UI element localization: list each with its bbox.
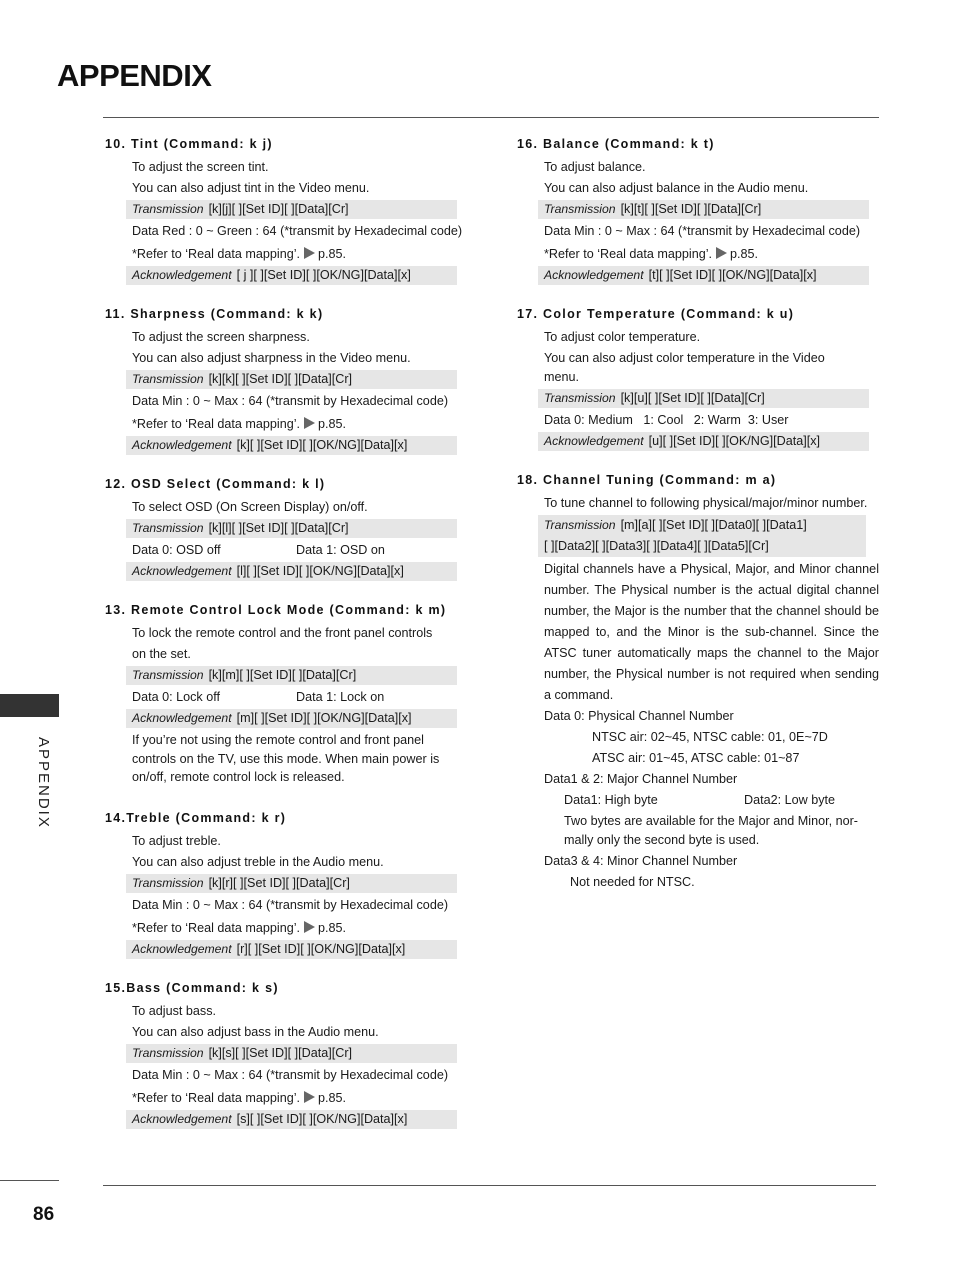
description-line: To adjust color temperature. [544, 330, 701, 344]
data1-high-byte: Data1: High byte [564, 793, 658, 807]
bottom-divider [103, 1185, 876, 1186]
acknowledgement-label: Acknowledgement [132, 711, 232, 725]
transmission-label: Transmission [132, 875, 204, 890]
acknowledgement-row [126, 266, 457, 285]
section-color-temperature [517, 307, 879, 451]
page-title: APPENDIX [57, 58, 212, 93]
transmission-row [126, 666, 457, 685]
transmission-label: Transmission [544, 391, 616, 405]
transmission-code-cont: [ ][Data2][ ][Data3][ ][Data4][ ][Data5][Cr] [544, 539, 769, 553]
arrow-right-icon [304, 921, 315, 933]
refer-line [544, 244, 879, 265]
transmission-row [126, 200, 457, 219]
acknowledgement-label: Acknowledgement [132, 438, 232, 452]
transmission-code: [k][m][ ][Set ID][ ][Data][Cr] [208, 668, 357, 682]
sidebar-label: APPENDIX [35, 737, 52, 829]
data-values [132, 540, 467, 561]
right-column [517, 137, 879, 915]
footer-divider-left [0, 1180, 59, 1181]
transmission-row [538, 515, 866, 557]
data-range: Data Min : 0 ~ Max : 64 (*transmit by Hexadecimal code) [132, 897, 449, 912]
acknowledgement-code: [l][ ][Set ID][ ][OK/NG][Data][x] [236, 564, 404, 578]
transmission-row [126, 874, 457, 893]
refer-line [132, 1088, 467, 1109]
section-heading: 17. Color Temperature (Command: k u) [517, 307, 795, 321]
description-paragraph [544, 348, 879, 388]
refer-text: *Refer to ‘Real data mapping’. [132, 1090, 301, 1105]
arrow-right-icon [716, 247, 727, 259]
refer-text: *Refer to ‘Real data mapping’. [544, 247, 713, 261]
section-heading: 18. Channel Tuning (Command: m a) [517, 473, 777, 487]
section-treble [105, 811, 467, 959]
section-channel-tuning [517, 473, 879, 893]
section-heading: 13. Remote Control Lock Mode (Command: k m) [105, 603, 447, 617]
acknowledgement-label: Acknowledgement [132, 1111, 232, 1126]
top-divider [103, 117, 879, 118]
acknowledgement-label: Acknowledgement [132, 564, 232, 578]
transmission-row [126, 1044, 457, 1063]
data-range: Data Min : 0 ~ Max : 64 (*transmit by Hexadecimal code) [132, 394, 449, 408]
acknowledgement-row [126, 709, 457, 728]
description-line: To adjust balance. [544, 160, 646, 174]
transmission-row [126, 519, 457, 538]
note-line: If you’re not using the remote control and front panel [132, 733, 424, 747]
transmission-row [126, 370, 457, 389]
acknowledgement-label: Acknowledgement [132, 268, 232, 282]
transmission-label: Transmission [544, 518, 616, 532]
section-heading: 16. Balance (Command: k t) [517, 137, 715, 151]
description-line: To adjust bass. [132, 1003, 217, 1018]
transmission-label: Transmission [132, 521, 204, 535]
data-value-off: Data 0: Lock off [132, 690, 220, 704]
section-remote-lock [105, 603, 467, 789]
data-range: Data Min : 0 ~ Max : 64 (*transmit by Hexadecimal code) [132, 1067, 449, 1082]
acknowledgement-row [126, 562, 457, 581]
description-line: You can also adjust treble in the Audio menu. [132, 854, 384, 869]
acknowledgement-code: [r][ ][Set ID][ ][OK/NG][Data][x] [236, 941, 406, 956]
transmission-label: Transmission [544, 202, 616, 216]
data2-low-byte: Data2: Low byte [744, 793, 836, 807]
acknowledgement-code: [t][ ][Set ID][ ][OK/NG][Data][x] [648, 268, 817, 282]
transmission-label: Transmission [132, 1045, 204, 1060]
data12-label: Data1 & 2: Major Channel Number [544, 772, 738, 786]
acknowledgement-code: [s][ ][Set ID][ ][OK/NG][Data][x] [236, 1111, 408, 1126]
note-line: mally only the second byte is used. [564, 832, 760, 847]
acknowledgement-row [126, 1110, 457, 1129]
note-paragraph [132, 730, 467, 789]
transmission-code: [m][a][ ][Set ID][ ][Data0][ ][Data1] [620, 518, 807, 532]
description-line: You can also adjust color temperature in the Video [544, 351, 825, 365]
ntsc-range: NTSC air: 02~45, NTSC cable: 01, 0E~7D [592, 730, 828, 744]
acknowledgement-code: [u][ ][Set ID][ ][OK/NG][Data][x] [648, 434, 821, 448]
note-line: on/off, remote control lock is released. [132, 770, 345, 784]
transmission-row [538, 200, 869, 219]
arrow-right-icon [304, 417, 315, 429]
refer-page: p.85. [318, 920, 347, 935]
atsc-range: ATSC air: 01~45, ATSC cable: 01~87 [592, 751, 800, 765]
description-line: You can also adjust balance in the Audio menu. [544, 181, 809, 195]
transmission-code: [k][s][ ][Set ID][ ][Data][Cr] [208, 1045, 353, 1060]
arrow-right-icon [304, 247, 315, 259]
refer-page: p.85. [318, 247, 347, 261]
description-line: You can also adjust sharpness in the Video menu. [132, 351, 411, 365]
description-line: To lock the remote control and the front panel controls [132, 626, 433, 640]
transmission-code: [k][l][ ][Set ID][ ][Data][Cr] [208, 521, 349, 535]
acknowledgement-row [538, 432, 869, 451]
acknowledgement-label: Acknowledgement [544, 434, 644, 448]
acknowledgement-code: [ j ][ ][Set ID][ ][OK/NG][Data][x] [236, 268, 411, 282]
acknowledgement-row [126, 940, 457, 959]
arrow-right-icon [304, 1091, 315, 1103]
description-line: To tune channel to following physical/major/minor number. [544, 496, 868, 510]
section-heading: 11. Sharpness (Command: k k) [105, 307, 324, 321]
transmission-label: Transmission [132, 372, 204, 386]
section-bass [105, 981, 467, 1129]
refer-text: *Refer to ‘Real data mapping’. [132, 920, 301, 935]
refer-line [132, 918, 467, 939]
description-line: To adjust treble. [132, 833, 221, 848]
acknowledgement-row [126, 436, 457, 455]
page-number: 86 [33, 1204, 55, 1225]
channel-explanation: Digital channels have a Physical, Major, and Minor channel number. The Physical number is the actual digital channel number, the Major is the number that the channel should be mapped to, and the Minor is the sub-channel. Since the ATSC tuner automatically maps the channel to the Major number, the Physical number is not required when sending a command. [544, 562, 879, 702]
section-tint [105, 137, 467, 285]
section-heading: 12. OSD Select (Command: k l) [105, 477, 326, 491]
acknowledgement-label: Acknowledgement [544, 268, 644, 282]
description-line: To select OSD (On Screen Display) on/off. [132, 500, 368, 514]
description-line: To adjust the screen tint. [132, 160, 269, 174]
section-osd-select [105, 477, 467, 581]
description-line: You can also adjust bass in the Audio menu. [132, 1024, 379, 1039]
note-line: controls on the TV, use this mode. When main power is [132, 751, 440, 766]
transmission-code: [k][u][ ][Set ID][ ][Data][Cr] [620, 391, 765, 405]
data-value-on: Data 1: Lock on [296, 690, 385, 704]
acknowledgement-row [538, 266, 869, 285]
acknowledgement-label: Acknowledgement [132, 941, 232, 956]
left-column [105, 137, 467, 1151]
transmission-row [538, 389, 869, 408]
data-value-on: Data 1: OSD on [296, 543, 385, 557]
transmission-label: Transmission [132, 668, 204, 682]
data0-label: Data 0: Physical Channel Number [544, 709, 734, 723]
section-tab [0, 694, 59, 717]
refer-page: p.85. [318, 417, 347, 431]
transmission-code: [k][t][ ][Set ID][ ][Data][Cr] [620, 202, 762, 216]
description-line: To adjust the screen sharpness. [132, 330, 310, 344]
refer-page: p.85. [730, 247, 759, 261]
section-balance [517, 137, 879, 285]
description-line: You can also adjust tint in the Video menu. [132, 181, 370, 195]
section-heading: 14.Treble (Command: k r) [105, 810, 287, 825]
transmission-code: [k][j][ ][Set ID][ ][Data][Cr] [208, 202, 349, 216]
section-sharpness [105, 307, 467, 455]
data-bytes [544, 790, 879, 811]
refer-text: *Refer to ‘Real data mapping’. [132, 417, 301, 431]
section-heading: 15.Bass (Command: k s) [105, 980, 279, 995]
refer-line [132, 414, 467, 435]
description-line: on the set. [132, 647, 191, 661]
description-line: menu. [544, 369, 580, 384]
data-values: Data 0: Medium 1: Cool 2: Warm 3: User [544, 413, 789, 427]
acknowledgement-code: [k][ ][Set ID][ ][OK/NG][Data][x] [236, 438, 408, 452]
refer-page: p.85. [318, 1090, 347, 1105]
section-heading: 10. Tint (Command: k j) [105, 137, 273, 151]
note-line: Two bytes are available for the Major and Minor, nor- [564, 814, 858, 828]
data-range: Data Min : 0 ~ Max : 64 (*transmit by Hexadecimal code) [544, 224, 861, 238]
refer-text: *Refer to ‘Real data mapping’. [132, 247, 301, 261]
transmission-label: Transmission [132, 202, 204, 216]
data-values [132, 687, 467, 708]
bytes-note [544, 811, 879, 851]
data-range: Data Red : 0 ~ Green : 64 (*transmit by Hexadecimal code) [132, 224, 463, 238]
not-needed-note: Not needed for NTSC. [570, 875, 695, 889]
acknowledgement-code: [m][ ][Set ID][ ][OK/NG][Data][x] [236, 711, 412, 725]
transmission-code: [k][r][ ][Set ID][ ][Data][Cr] [208, 875, 350, 890]
data34-label: Data3 & 4: Minor Channel Number [544, 854, 738, 868]
transmission-code: [k][k][ ][Set ID][ ][Data][Cr] [208, 372, 353, 386]
refer-line [132, 244, 467, 265]
data-value-off: Data 0: OSD off [132, 543, 221, 557]
